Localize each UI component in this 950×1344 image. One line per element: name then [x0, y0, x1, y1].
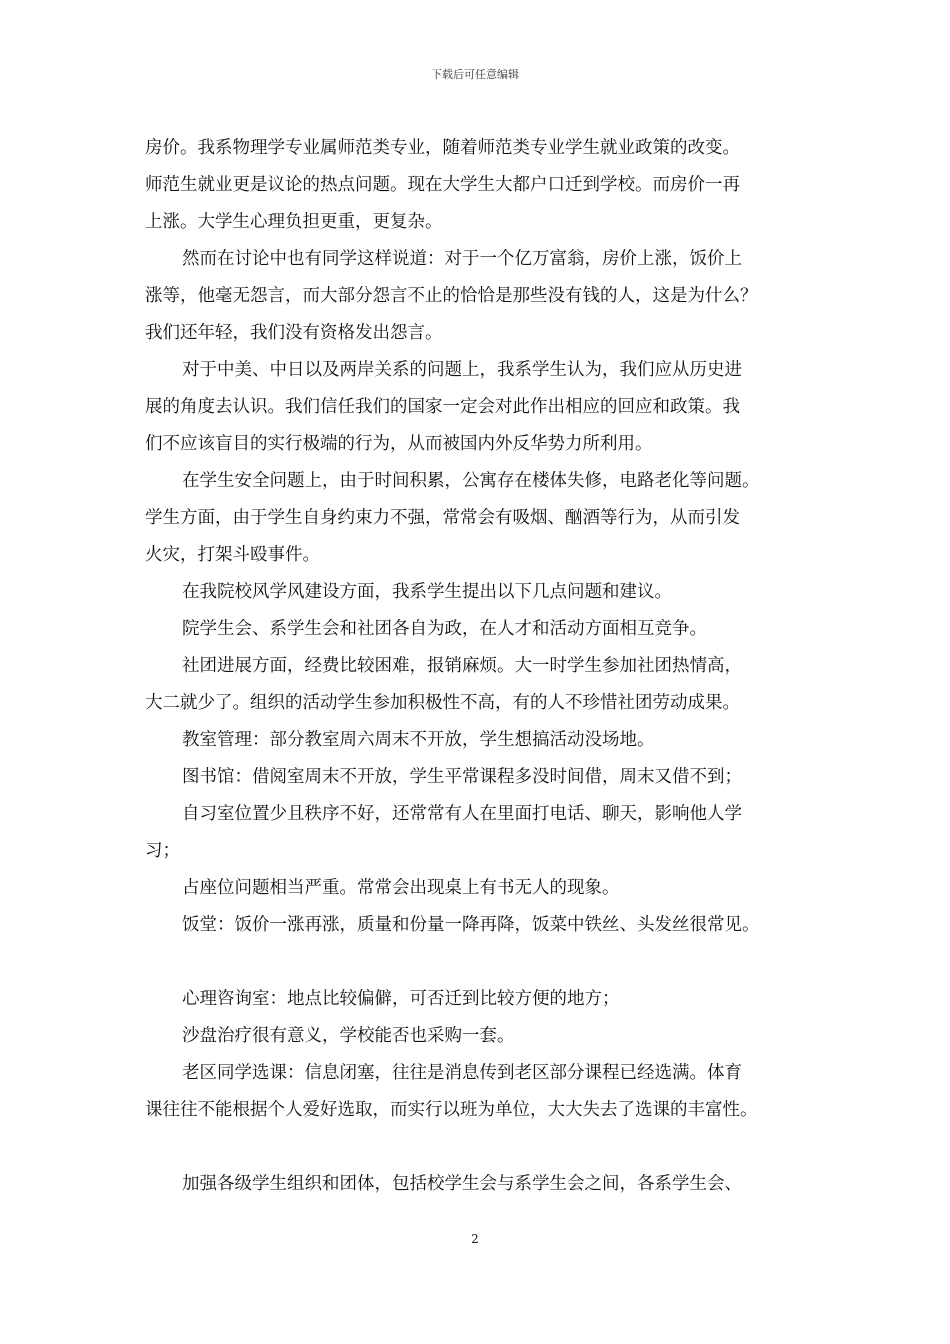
text-line: 大二就少了。组织的活动学生参加积极性不高，有的人不珍惜社团劳动成果。 — [145, 693, 740, 713]
blank-line — [145, 944, 820, 981]
text-line: 学生方面，由于学生自身约束力不强，常常会有吸烟、酗酒等行为，从而引发 — [145, 508, 740, 528]
text-line: 在我院校风学风建设方面，我系学生提出以下几点问题和建议。 — [182, 582, 672, 602]
text-line: 院学生会、系学生会和社团各自为政，在人才和活动方面相互竞争。 — [182, 619, 707, 639]
text-line: 上涨。大学生心理负担更重，更复杂。 — [145, 212, 443, 232]
text-line: 图书馆：借阅室周末不开放，学生平常课程多没时间借，周末又借不到； — [182, 767, 742, 787]
text-line: 在学生安全问题上，由于时间积累，公寓存在楼体失修，电路老化等问题。 — [182, 471, 760, 491]
text-line: 对于中美、中日以及两岸关系的问题上，我系学生认为，我们应从历史进 — [182, 360, 742, 380]
text-line: 加强各级学生组织和团体，包括校学生会与系学生会之间，各系学生会、 — [182, 1174, 742, 1194]
text-line: 教室管理：部分教室周六周末不开放，学生想搞活动没场地。 — [182, 730, 655, 750]
page-number: 2 — [471, 1232, 479, 1246]
text-line: 涨等，他毫无怨言，而大部分怨言不止的恰恰是那些没有钱的人，这是为什么？ — [145, 286, 758, 306]
text-line: 我们还年轻，我们没有资格发出怨言。 — [145, 323, 443, 343]
text-line: 饭堂：饭价一涨再涨，质量和份量一降再降，饭菜中铁丝、头发丝很常见。 — [182, 915, 760, 935]
text-line: 课往往不能根据个人爱好选取，而实行以班为单位，大大失去了选课的丰富性。 — [145, 1100, 758, 1120]
text-line: 们不应该盲目的实行极端的行为，从而被国内外反华势力所利用。 — [145, 434, 653, 454]
text-line: 师范生就业更是议论的热点问题。现在大学生大都户口迁到学校。而房价一再 — [145, 175, 740, 195]
text-line: 习； — [145, 841, 180, 861]
text-line: 沙盘治疗很有意义，学校能否也采购一套。 — [182, 1026, 515, 1046]
text-line: 自习室位置少且秩序不好，还常常有人在里面打电话、聊天，影响他人学 — [182, 804, 742, 824]
text-line: 老区同学选课：信息闭塞，往往是消息传到老区部分课程已经选满。体育 — [182, 1063, 742, 1083]
text-line: 社团进展方面，经费比较困难，报销麻烦。大一时学生参加社团热情高， — [182, 656, 742, 676]
text-line: 火灾，打架斗殴事件。 — [145, 545, 320, 565]
text-line: 展的角度去认识。我们信任我们的国家一定会对此作出相应的回应和政策。我 — [145, 397, 740, 417]
text-line: 然而在讨论中也有同学这样说道：对于一个亿万富翁，房价上涨，饭价上 — [182, 249, 742, 269]
document-body — [145, 130, 820, 1203]
text-line: 房价。我系物理学专业属师范类专业，随着师范类专业学生就业政策的改变。 — [145, 138, 740, 158]
text-line: 占座位问题相当严重。常常会出现桌上有书无人的现象。 — [182, 878, 620, 898]
text-line: 心理咨询室：地点比较偏僻，可否迁到比较方便的地方； — [182, 989, 620, 1009]
page-header-note: 下载后可任意编辑 — [431, 68, 519, 81]
blank-line — [145, 1129, 820, 1166]
